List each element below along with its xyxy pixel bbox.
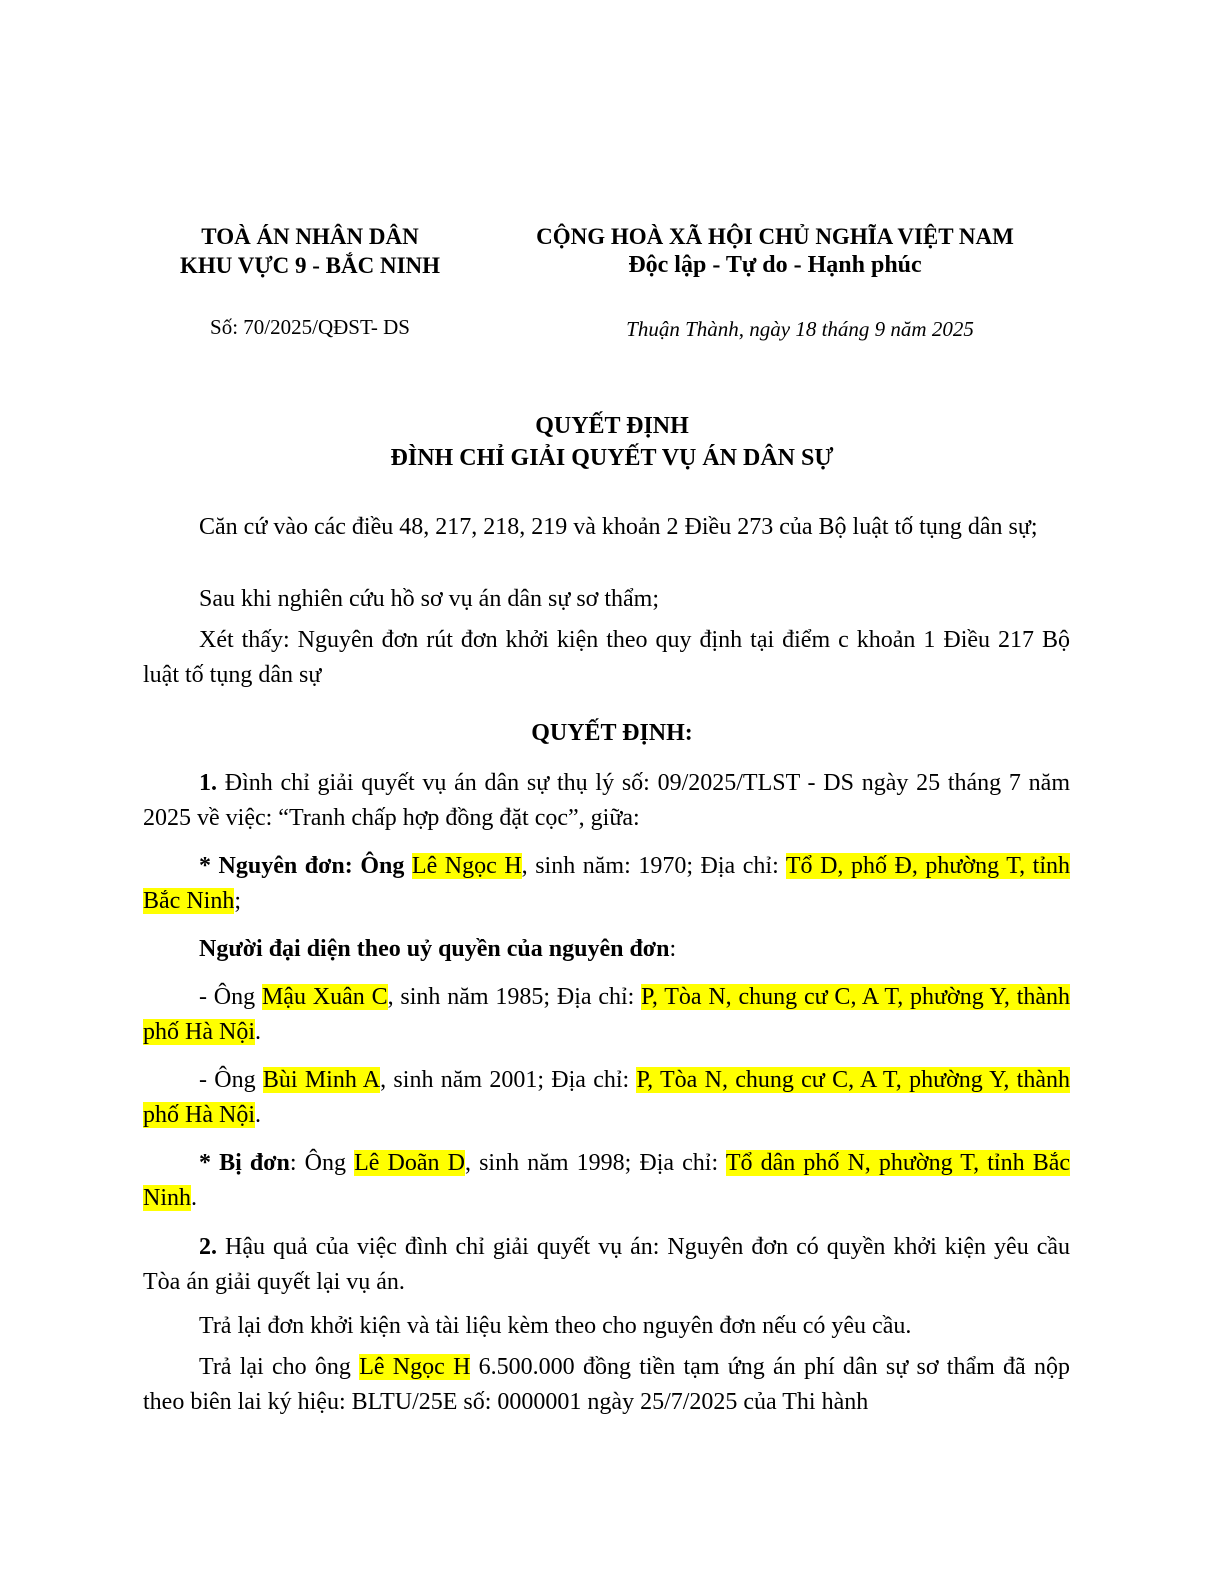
representative-1 [143,980,1070,1050]
preamble-legal-basis: Căn cứ vào các điều 48, 217, 218, 219 và khoản 2 Điều 273 của Bộ luật tố tụng dân sự; [199,514,1038,540]
plaintiff-end: ; [234,888,241,914]
decision-heading: QUYẾT ĐỊNH: [531,720,693,746]
rep2-end: . [254,1102,261,1128]
rep2-name: Bùi Minh A [262,1067,381,1093]
defendant-address: Tổ dân phố N, phường T, tỉnh Bắc Ninh [143,1150,1071,1211]
national-header [500,222,1050,280]
defendant-info [143,1146,1070,1216]
plaintiff-label: * Nguyên đơn: Ông [199,853,412,879]
item-text: Đình chỉ giải quyết vụ án dân sự thụ lý số: 09/2025/TLST - DS ngày 25 tháng 7 năm 2025 về việc: “Tranh chấp hợp đồng đặt cọc”, giữa: [143,770,1070,831]
decision-item-1 [143,766,1070,836]
defendant-label: * Bị đơn [199,1150,290,1176]
plaintiff-address: Tổ D, phố Đ, phường T, tỉnh Bắc Ninh [143,853,1071,914]
rep2-birth: , sinh năm 2001; Địa chỉ: [380,1067,637,1093]
rep1-name: Mậu Xuân C [261,984,388,1010]
representative-heading-colon: : [669,936,677,962]
refund-name: Lê Ngọc H [359,1354,471,1380]
return-documents: Trả lại đơn khởi kiện và tài liệu kèm theo cho nguyên đơn nếu có yêu cầu. [199,1313,912,1339]
plaintiff-birth: , sinh năm: 1970; Địa chỉ: [521,853,786,879]
plaintiff-info [143,849,1070,919]
title-line1: QUYẾT ĐỊNH [535,413,689,439]
court-name-line2: KHU VỰC 9 - BẮC NINH [179,253,441,278]
rep1-birth: , sinh năm 1985; Địa chỉ: [387,984,642,1010]
defendant-birth: , sinh năm 1998; Địa chỉ: [464,1150,726,1176]
national-name: CỘNG HOÀ XÃ HỘI CHỦ NGHĨA VIỆT NAM [536,224,1014,249]
rep1-end: . [254,1019,261,1045]
court-name-line1: TOÀ ÁN NHÂN DÂN [201,224,419,249]
item-number: 1. [199,770,217,796]
item2-text: Hậu quả của việc đình chỉ giải quyết vụ án: Nguyên đơn có quyền khởi kiện yêu cầu Tòa án giải quyết lại vụ án. [143,1234,1070,1295]
fee-refund [143,1350,1070,1420]
rep1-prefix: - Ông [199,984,262,1010]
defendant-name: Lê Doãn D [354,1150,465,1176]
rep2-prefix: - Ông [199,1067,263,1093]
defendant-pre: : Ông [289,1150,355,1176]
refund-pre: Trả lại cho ông [199,1354,360,1380]
defendant-end: . [191,1185,197,1211]
preamble-finding: Xét thấy: Nguyên đơn rút đơn khởi kiện theo quy định tại điểm c khoản 1 Điều 217 Bộ luật tố tụng dân sự [143,627,1070,688]
refund-post: 6.500.000 đồng tiền tạm ứng án phí dân sự sơ thẩm đã nộp theo biên lai ký hiệu: BLTU/25E số: 0000001 ngày 25/7/2025 của Thi hành [143,1354,1070,1415]
preamble-review: Sau khi nghiên cứu hồ sơ vụ án dân sự sơ thẩm; [199,586,660,612]
plaintiff-name: Lê Ngọc H [411,853,522,879]
representative-2 [143,1063,1070,1133]
title-line2: ĐÌNH CHỈ GIẢI QUYẾT VỤ ÁN DÂN SỰ [390,445,834,471]
rep1-address: P, Tòa N, chung cư C, A T, phường Y, thành phố Hà Nội [143,984,1071,1045]
national-motto: Độc lập - Tự do - Hạnh phúc [628,252,922,278]
document-number: Số: 70/2025/QĐST- DS [210,315,410,339]
court-name [160,222,460,280]
place-date: Thuận Thành, ngày 18 tháng 9 năm 2025 [626,317,974,341]
document-title [0,410,1224,474]
representative-heading-text: Người đại diện theo uỷ quyền của nguyên đơn [199,936,670,962]
rep2-address: P, Tòa N, chung cư C, A T, phường Y, thành phố Hà Nội [143,1067,1071,1128]
representative-heading [143,932,1070,967]
item2-number: 2. [199,1234,217,1260]
decision-item-2 [143,1230,1070,1300]
